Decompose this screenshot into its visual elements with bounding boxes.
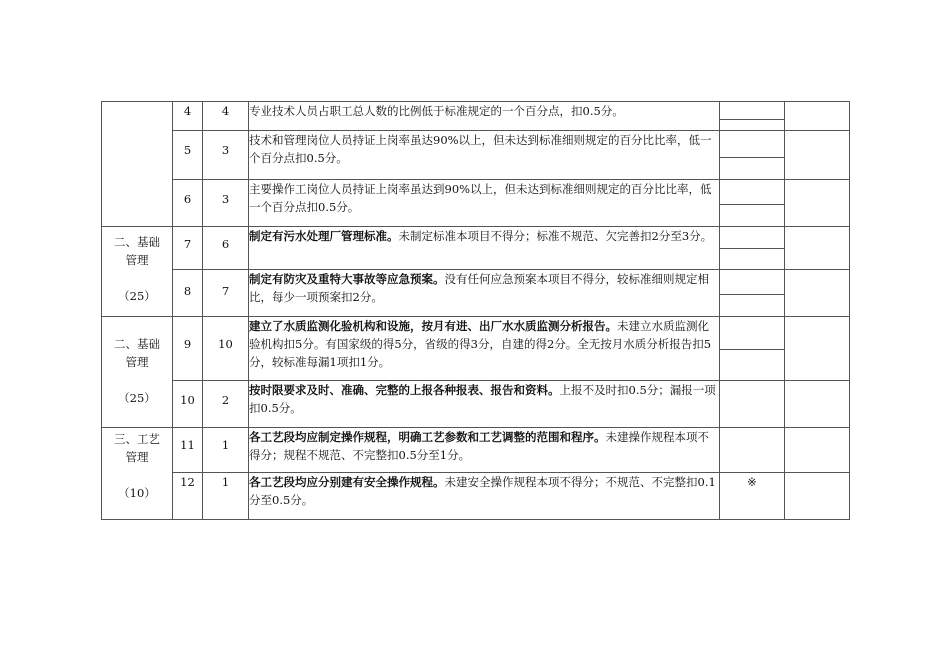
category-name: 二、基础 管理 bbox=[114, 235, 160, 267]
mark-cell bbox=[720, 317, 785, 381]
table-row bbox=[102, 317, 850, 381]
criteria-heading: 制定有污水处理厂管理标准。 bbox=[249, 229, 399, 243]
category-name: 二、基础 管理 bbox=[114, 337, 160, 369]
item-criteria bbox=[249, 227, 720, 270]
criteria-text: 未建操作规程本项不得分；规程不规范、不完整扣0.5分至1分。 bbox=[249, 430, 709, 462]
category-points: （25） bbox=[118, 391, 156, 405]
category-cell bbox=[102, 317, 173, 428]
remark-cell bbox=[785, 428, 850, 473]
item-number: 8 bbox=[173, 270, 203, 317]
item-criteria bbox=[249, 131, 720, 180]
item-criteria bbox=[249, 317, 720, 381]
item-score: 3 bbox=[203, 131, 249, 180]
table-row bbox=[102, 428, 850, 473]
remark-cell bbox=[785, 102, 850, 131]
item-number: 4 bbox=[173, 102, 203, 131]
item-number: 11 bbox=[173, 428, 203, 473]
category-cell bbox=[102, 428, 173, 520]
remark-cell bbox=[785, 381, 850, 428]
criteria-heading: 按时限要求及时、准确、完整的上报各种报表、报告和资料。 bbox=[249, 383, 560, 397]
item-number: 10 bbox=[173, 381, 203, 428]
table-row bbox=[102, 381, 850, 428]
table-row bbox=[102, 180, 850, 227]
criteria-text: 未建安全操作规程本项不得分；不规范、不完整扣0.1分至0.5分。 bbox=[249, 475, 716, 507]
remark-cell bbox=[785, 227, 850, 270]
criteria-heading: 各工艺段均应分别建有安全操作规程。 bbox=[249, 475, 445, 489]
table-row bbox=[102, 102, 850, 131]
item-number: 12 bbox=[173, 473, 203, 520]
item-score: 3 bbox=[203, 180, 249, 227]
item-score: 4 bbox=[203, 102, 249, 131]
table-row bbox=[102, 131, 850, 180]
reference-mark: ※ bbox=[747, 475, 757, 489]
remark-cell bbox=[785, 317, 850, 381]
remark-cell bbox=[785, 131, 850, 180]
table-row bbox=[102, 270, 850, 317]
category-points: （10） bbox=[118, 486, 156, 500]
item-score: 1 bbox=[203, 428, 249, 473]
item-criteria bbox=[249, 180, 720, 227]
remark-cell bbox=[785, 270, 850, 317]
category-name: 三、工艺 管理 bbox=[114, 432, 160, 464]
item-criteria bbox=[249, 428, 720, 473]
criteria-heading: 制定有防灾及重特大事故等应急预案。 bbox=[249, 272, 445, 286]
remark-cell bbox=[785, 473, 850, 520]
mark-cell bbox=[720, 381, 785, 428]
remark-cell bbox=[785, 180, 850, 227]
criteria-text: 上报不及时扣0.5分；漏报一项扣0.5分。 bbox=[249, 383, 716, 415]
item-number: 6 bbox=[173, 180, 203, 227]
mark-cell bbox=[720, 102, 785, 131]
item-number: 9 bbox=[173, 317, 203, 381]
criteria-text: 专业技术人员占职工总人数的比例低于标准规定的一个百分点，扣0.5分。 bbox=[249, 104, 624, 118]
criteria-text: 未建立水质监测化验机构扣5分。有国家级的得5分，省级的得3分，自建的得2分。全无按月水质分析报告扣5分，较标准每漏1项扣1分。 bbox=[249, 319, 712, 369]
category-points: （25） bbox=[118, 289, 156, 303]
table-row bbox=[102, 227, 850, 270]
scoring-table bbox=[101, 101, 850, 520]
item-criteria bbox=[249, 473, 720, 520]
item-score: 6 bbox=[203, 227, 249, 270]
criteria-text: 未制定标准本项目不得分；标准不规范、欠完善扣2分至3分。 bbox=[398, 229, 713, 243]
mark-cell bbox=[720, 131, 785, 180]
mark-cell bbox=[720, 473, 785, 520]
table-row bbox=[102, 473, 850, 520]
criteria-text: 技术和管理岗位人员持证上岗率虽达90%以上，但未达到标准细则规定的百分比比率，低一个百分点扣0.5分。 bbox=[249, 133, 712, 165]
criteria-text: 没有任何应急预案本项目不得分，较标准细则规定相比，每少一项预案扣2分。 bbox=[249, 272, 709, 304]
item-score: 1 bbox=[203, 473, 249, 520]
item-criteria bbox=[249, 102, 720, 131]
item-score: 7 bbox=[203, 270, 249, 317]
category-cell-empty bbox=[102, 102, 173, 227]
category-cell bbox=[102, 227, 173, 317]
mark-cell bbox=[720, 227, 785, 270]
item-score: 10 bbox=[203, 317, 249, 381]
mark-cell bbox=[720, 180, 785, 227]
item-number: 7 bbox=[173, 227, 203, 270]
item-score: 2 bbox=[203, 381, 249, 428]
item-criteria bbox=[249, 270, 720, 317]
mark-cell bbox=[720, 270, 785, 317]
mark-cell bbox=[720, 428, 785, 473]
item-criteria bbox=[249, 381, 720, 428]
criteria-heading: 建立了水质监测化验机构和设施，按月有进、出厂水水质监测分析报告。 bbox=[249, 319, 617, 333]
criteria-heading: 各工艺段均应制定操作规程，明确工艺参数和工艺调整的范围和程序。 bbox=[249, 430, 606, 444]
criteria-text: 主要操作工岗位人员持证上岗率虽达到90%以上，但未达到标准细则规定的百分比比率，低一个百分点扣0.5分。 bbox=[249, 182, 712, 214]
item-number: 5 bbox=[173, 131, 203, 180]
